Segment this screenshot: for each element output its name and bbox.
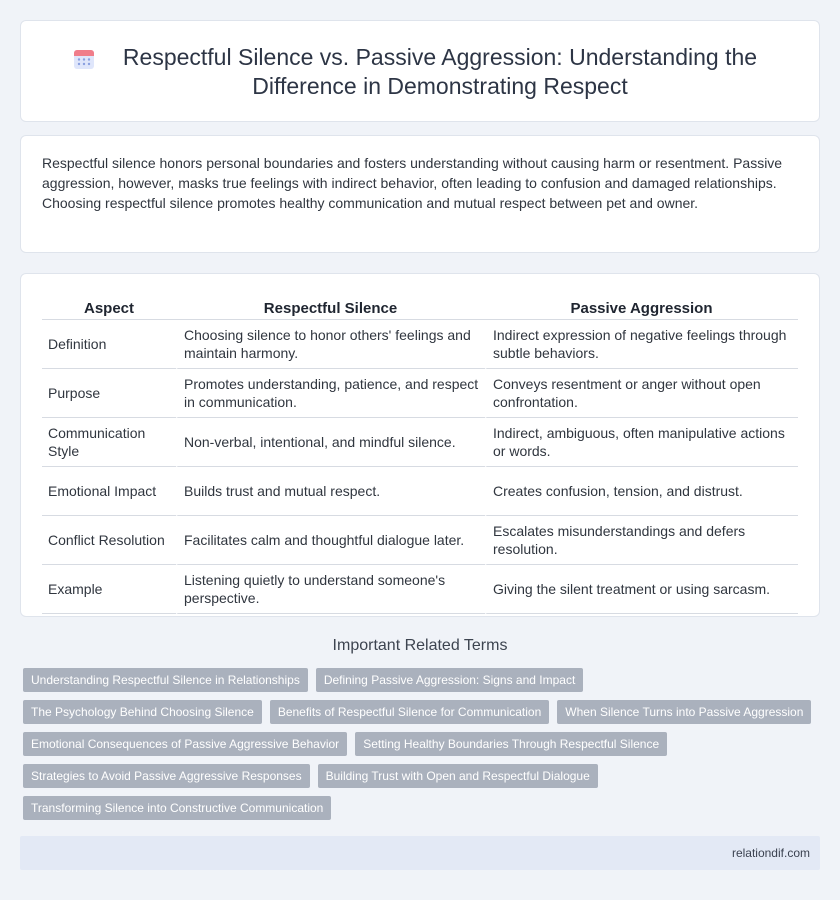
intro-card (20, 135, 820, 253)
table-cell: Conflict Resolution (42, 516, 176, 565)
table-cell: Definition (42, 320, 176, 369)
related-term-tag[interactable]: Understanding Respectful Silence in Relationships (23, 668, 308, 692)
related-term-tag[interactable]: Defining Passive Aggression: Signs and Impact (316, 668, 583, 692)
related-terms-list (23, 668, 823, 828)
table-cell: Indirect expression of negative feelings through subtle behaviors. (485, 320, 798, 369)
table-cell: Giving the silent treatment or using sarcasm. (485, 565, 798, 614)
comparison-table-card (20, 273, 820, 617)
footer (20, 836, 820, 870)
table-cell: Non-verbal, intentional, and mindful silence. (176, 418, 485, 467)
table-cell: Communication Style (42, 418, 176, 467)
table-cell: Listening quietly to understand someone's perspective. (176, 565, 485, 614)
footer-site-link[interactable]: relationdif.com (731, 846, 810, 860)
intro-paragraph: Respectful silence honors personal boundaries and fosters understanding without causing harm or resentment. Passive aggression, however, masks true feelings with indirect behavior, often leading to confusion and damaged relationships. Choosing respectful silence promotes healthy communication and mutual respect between pet and owner. (42, 155, 783, 211)
table-cell: Emotional Impact (42, 467, 176, 516)
table-header-row (42, 296, 798, 320)
header-card (20, 20, 820, 122)
related-term-tag[interactable]: Setting Healthy Boundaries Through Respectful Silence (355, 732, 667, 756)
related-term-tag[interactable]: Transforming Silence into Constructive Communication (23, 796, 331, 820)
related-term-tag[interactable]: Strategies to Avoid Passive Aggressive Responses (23, 764, 310, 788)
column-header-respectful-silence: Respectful Silence (176, 296, 485, 320)
table-row (42, 369, 798, 418)
table-cell: Conveys resentment or anger without open confrontation. (485, 369, 798, 418)
table-cell: Facilitates calm and thoughtful dialogue later. (176, 516, 485, 565)
table-row (42, 418, 798, 467)
related-term-tag[interactable]: Benefits of Respectful Silence for Communication (270, 700, 549, 724)
related-term-tag[interactable]: Emotional Consequences of Passive Aggressive Behavior (23, 732, 347, 756)
related-term-tag[interactable]: The Psychology Behind Choosing Silence (23, 700, 262, 724)
table-cell: Purpose (42, 369, 176, 418)
column-header-passive-aggression: Passive Aggression (485, 296, 798, 320)
table-row (42, 516, 798, 565)
table-row (42, 467, 798, 516)
table-cell: Example (42, 565, 176, 614)
table-cell: Choosing silence to honor others' feelings and maintain harmony. (176, 320, 485, 369)
table-row (42, 320, 798, 369)
related-term-tag[interactable]: Building Trust with Open and Respectful Dialogue (318, 764, 598, 788)
table-cell: Builds trust and mutual respect. (176, 467, 485, 516)
related-term-tag[interactable]: When Silence Turns into Passive Aggression (557, 700, 811, 724)
column-header-aspect: Aspect (42, 296, 176, 320)
related-terms-heading: Important Related Terms (332, 637, 508, 654)
comparison-table (42, 296, 798, 614)
table-cell: Promotes understanding, patience, and respect in communication. (176, 369, 485, 418)
table-cell: Indirect, ambiguous, often manipulative actions or words. (485, 418, 798, 467)
table-row (42, 565, 798, 614)
table-cell: Escalates misunderstandings and defers resolution. (485, 516, 798, 565)
page-title: Respectful Silence vs. Passive Aggression: Understanding the Difference in Demonstrating Respect (122, 44, 758, 99)
table-cell: Creates confusion, tension, and distrust. (485, 467, 798, 516)
